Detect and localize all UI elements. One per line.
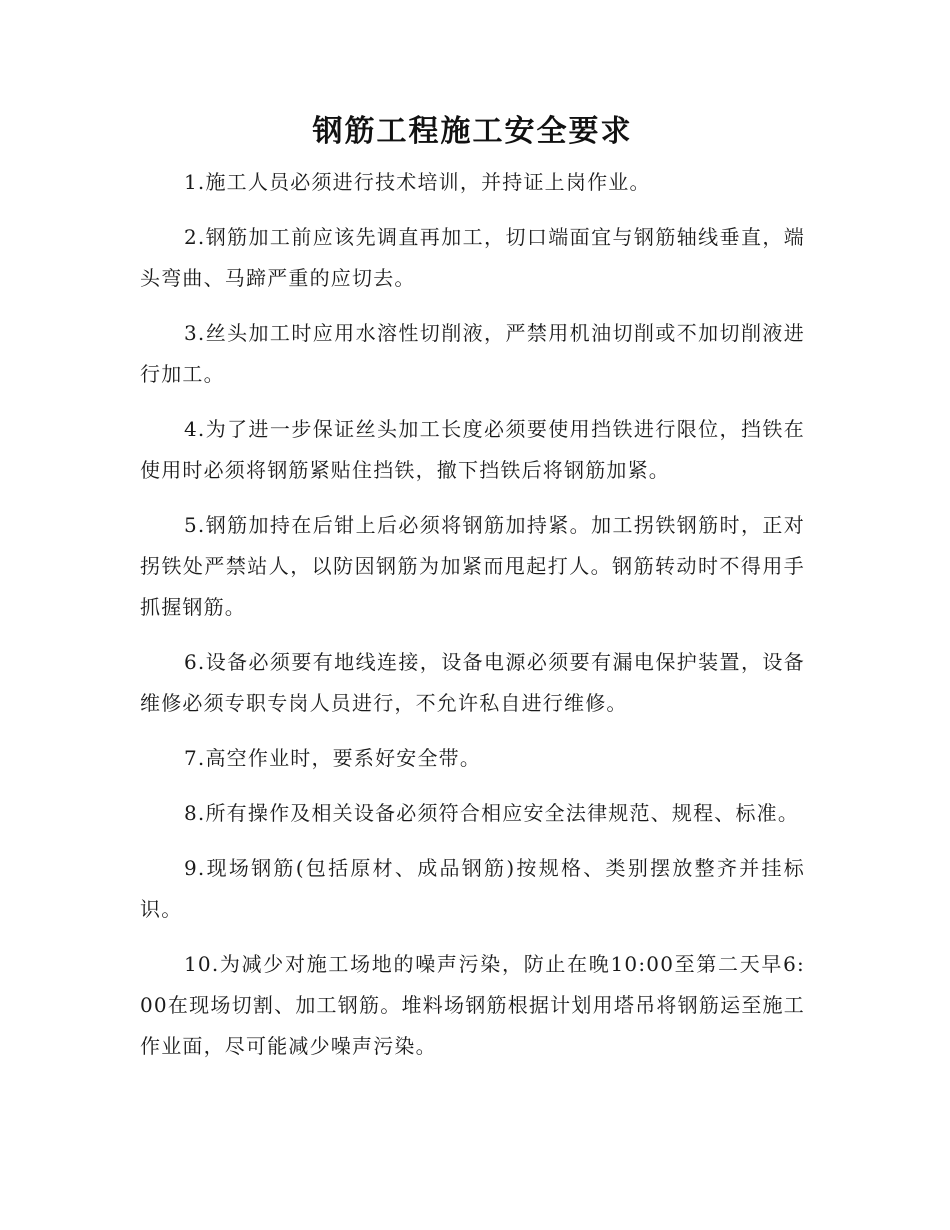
paragraph-7: 7.高空作业时，要系好安全带。: [184, 746, 482, 770]
paragraph-5: 5.钢筋加持在后钳上后必须将钢筋加持紧。加工拐铁钢筋时，正对拐铁处严禁站人，以防因钢筋为加紧而甩起打人。钢筋转动时不得用手抓握钢筋。: [140, 513, 805, 619]
paragraph-9: 9.现场钢筋(包括原材、成品钢筋)按规格、类别摆放整齐并挂标识。: [140, 856, 805, 921]
document-title: 钢筋工程施工安全要求: [312, 114, 633, 149]
paragraph-2: 2.钢筋加工前应该先调直再加工，切口端面宜与钢筋轴线垂直，端头弯曲、马蹄严重的应切去。: [140, 225, 805, 290]
paragraph-6: 6.设备必须要有地线连接，设备电源必须要有漏电保护装置，设备维修必须专职专岗人员进行，不允许私自进行维修。: [140, 650, 805, 715]
paragraph-10: 10.为减少对施工场地的噪声污染，防止在晚10:00至第二天早6:00在现场切割、加工钢筋。堆料场钢筋根据计划用塔吊将钢筋运至施工作业面，尽可能减少噪声污染。: [140, 952, 805, 1058]
paragraph-8: 8.所有操作及相关设备必须符合相应安全法律规范、规程、标准。: [184, 801, 800, 825]
paragraph-1: 1.施工人员必须进行技术培训，并持证上岗作业。: [184, 170, 651, 194]
paragraph-3: 3.丝头加工时应用水溶性切削液，严禁用机油切削或不加切削液进行加工。: [140, 321, 805, 386]
paragraph-4: 4.为了进一步保证丝头加工长度必须要使用挡铁进行限位，挡铁在使用时必须将钢筋紧贴住挡铁，撤下挡铁后将钢筋加紧。: [140, 417, 805, 482]
document-body: [140, 162, 805, 1081]
